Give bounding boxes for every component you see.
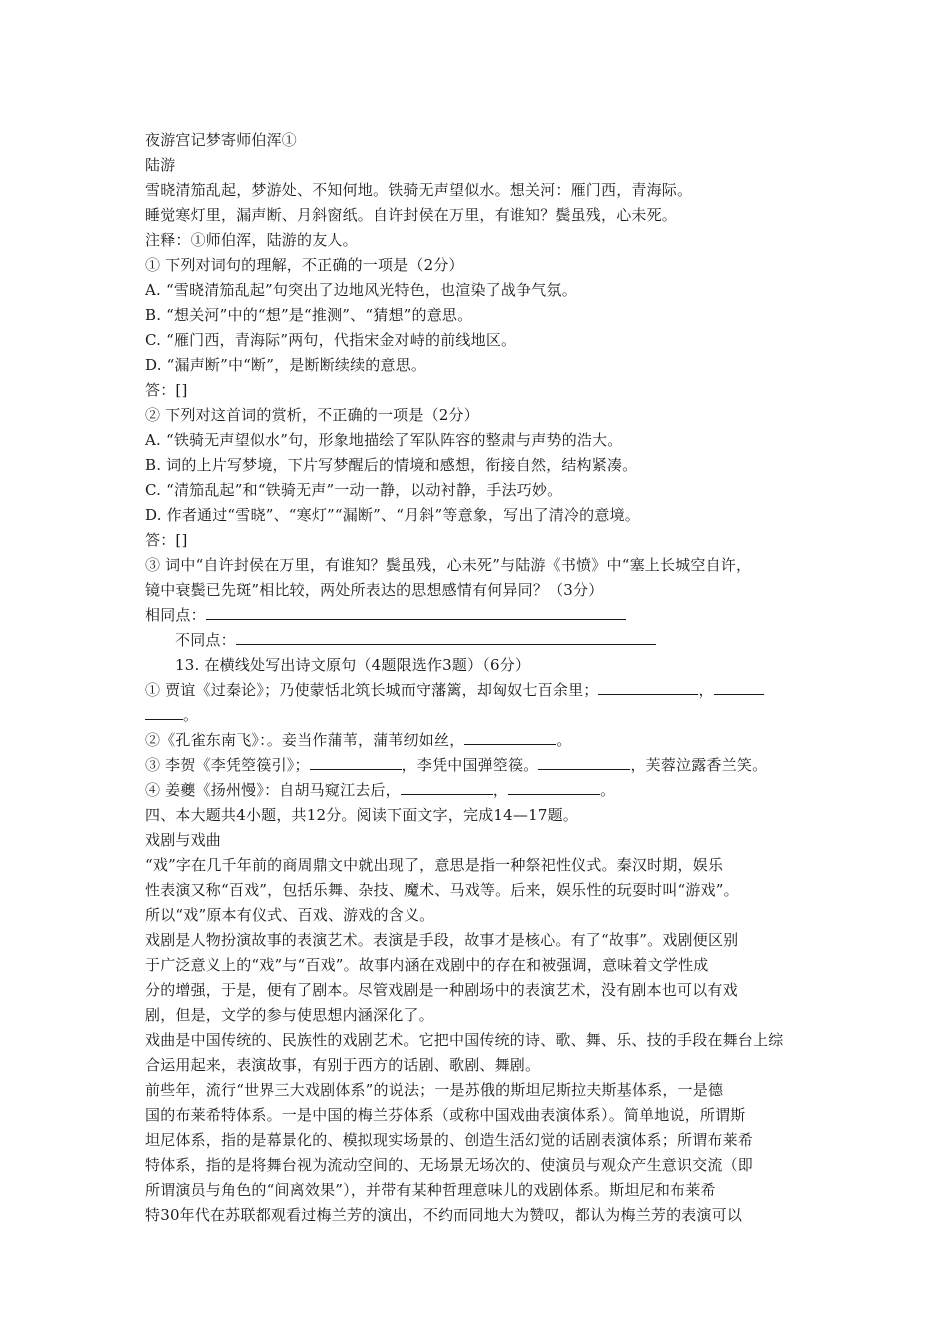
fill-item: ③ 李贺《李凭箜篌引》； ，李凭中国弹箜篌。 ，芙蓉泣露香兰笑。 bbox=[145, 753, 825, 778]
article-line: “戏”字在几千年前的商周鼎文中就出现了，意思是指一种祭祀性仪式。秦汉时期，娱乐 bbox=[145, 856, 724, 874]
article-line: 于广泛意义上的“戏”与“百戏”。故事内涵在戏剧中的存在和被强调，意味着文学性成 bbox=[145, 956, 709, 974]
option-d: D. 作者通过“雪晓”、“寒灯”“漏断”、“月斜”等意象，写出了清冷的意境。 bbox=[145, 506, 640, 524]
article-line: 所谓演员与角色的“间离效果”），并带有某种哲理意味儿的戏剧体系。斯坦尼和布莱希 bbox=[145, 1181, 716, 1199]
option-c: C. “清笳乱起”和“铁骑无声”一动一静，以动衬静，手法巧妙。 bbox=[145, 481, 563, 499]
poem-note: 注释：①师伯浑，陆游的友人。 bbox=[145, 231, 358, 249]
article-line: 戏剧是人物扮演故事的表演艺术。表演是手段，故事才是核心。有了“故事”。戏剧便区别 bbox=[145, 931, 739, 949]
article-title: 戏剧与戏曲 bbox=[145, 831, 222, 849]
article-line: 特30年代在苏联都观看过梅兰芳的演出，不约而同地大为赞叹，都认为梅兰芳的表演可以 bbox=[145, 1206, 743, 1224]
option-b: B. 词的上片写梦境，下片写梦醒后的情境和感想，衔接自然，结构紧凑。 bbox=[145, 456, 638, 474]
poem-title: 夜游宫记梦寄师伯浑① bbox=[145, 131, 298, 149]
fill-item: ②《孔雀东南飞》：。妾当作蒲苇，蒲苇纫如丝， 。 bbox=[145, 728, 825, 753]
article-line: 性表演又称“百戏”，包括乐舞、杂技、魔术、马戏等。后来，娱乐性的玩耍时叫“游戏”。 bbox=[145, 881, 739, 899]
answer-line: 答：[] bbox=[145, 531, 188, 549]
answer-line: 答：[] bbox=[145, 381, 188, 399]
option-d: D. “漏声断”中“断”，是断断续续的意思。 bbox=[145, 356, 427, 374]
fill-item: ④ 姜夔《扬州慢》：自胡马窥江去后， ， 。 bbox=[145, 778, 825, 803]
same-points-label: 相同点： bbox=[145, 606, 206, 624]
fill-blank[interactable] bbox=[464, 728, 556, 745]
fill-blank[interactable] bbox=[598, 678, 698, 695]
option-b: B. “想关河”中的“想”是“推测”、“猜想”的意思。 bbox=[145, 306, 473, 324]
option-a: A. “铁骑无声望似水”句，形象地描绘了军队阵容的整肃与声势的浩大。 bbox=[145, 431, 623, 449]
same-points-row bbox=[145, 603, 825, 628]
fill-item-continued: 。 bbox=[145, 703, 825, 728]
fill-blank[interactable] bbox=[714, 678, 764, 695]
article-line: 分的增强，于是，便有了剧本。尽管戏剧是一种剧场中的表演艺术，没有剧本也可以有戏 bbox=[145, 981, 738, 999]
section-heading: 四、本大题共4小题，共12分。阅读下面文字，完成14—17题。 bbox=[145, 806, 579, 824]
diff-points-label: 不同点： bbox=[175, 631, 236, 649]
article-line: 所以“戏”原本有仪式、百戏、游戏的含义。 bbox=[145, 906, 435, 924]
fill-blank[interactable] bbox=[401, 778, 493, 795]
article-line: 国的布莱希特体系。一是中国的梅兰芬体系（或称中国戏曲表演体系）。简单地说，所谓斯 bbox=[145, 1106, 746, 1124]
article-line: 合运用起来，表演故事，有别于西方的话剧、歌剧、舞剧。 bbox=[145, 1056, 541, 1074]
question-stem: ③ 词中“自许封侯在万里，有谁知？鬓虽残，心未死”与陆游《书愤》中“塞上长城空自许， bbox=[145, 556, 752, 574]
article-line: 剧，但是，文学的参与使思想内涵深化了。 bbox=[145, 1006, 434, 1024]
fill-item: ① 贾谊《过秦论》；乃使蒙恬北筑长城而守藩篱，却匈奴七百余里； ， bbox=[145, 678, 825, 703]
article-line: 戏曲是中国传统的、民族性的戏剧艺术。它把中国传统的诗、歌、舞、乐、技的手段在舞台上综 bbox=[145, 1031, 784, 1049]
poem-author: 陆游 bbox=[145, 156, 176, 174]
diff-points-blank[interactable] bbox=[236, 628, 656, 645]
same-points-blank[interactable] bbox=[206, 603, 626, 620]
option-c: C. “雁门西，青海际”两句，代指宋金对峙的前线地区。 bbox=[145, 331, 517, 349]
article-line: 坦尼体系，指的是幕景化的、模拟现实场景的、创造生活幻觉的话剧表演体系；所谓布莱希 bbox=[145, 1131, 754, 1149]
question-stem: 13. 在横线处写出诗文原句（4题限选作3题）（6分） bbox=[175, 656, 531, 674]
poem-line: 睡觉寒灯里，漏声断、月斜窗纸。自许封侯在万里，有谁知？鬓虽残，心未死。 bbox=[145, 206, 678, 224]
question-stem: 镜中衰鬓已先斑”相比较，两处所表达的思想感情有何异同？（3分） bbox=[145, 581, 604, 599]
question-stem: ① 下列对词句的理解，不正确的一项是（2分） bbox=[145, 256, 464, 274]
fill-blank[interactable] bbox=[145, 703, 183, 720]
diff-points-row bbox=[145, 628, 825, 653]
article-line: 特体系，指的是将舞台视为流动空间的、无场景无场次的、使演员与观众产生意识交流（即 bbox=[145, 1156, 754, 1174]
option-a: A. “雪晓清笳乱起”句突出了边地风光特色，也渲染了战争气氛。 bbox=[145, 281, 577, 299]
fill-blank[interactable] bbox=[310, 753, 402, 770]
article-line: 前些年，流行“世界三大戏剧体系”的说法；一是苏俄的斯坦尼斯拉夫斯基体系，一是德 bbox=[145, 1081, 724, 1099]
poem-line: 雪晓清笳乱起，梦游处、不知何地。铁骑无声望似水。想关河：雁门西，青海际。 bbox=[145, 181, 693, 199]
fill-blank[interactable] bbox=[538, 753, 630, 770]
question-stem: ② 下列对这首词的赏析，不正确的一项是（2分） bbox=[145, 406, 479, 424]
document-page bbox=[145, 128, 825, 1228]
fill-blank[interactable] bbox=[508, 778, 600, 795]
